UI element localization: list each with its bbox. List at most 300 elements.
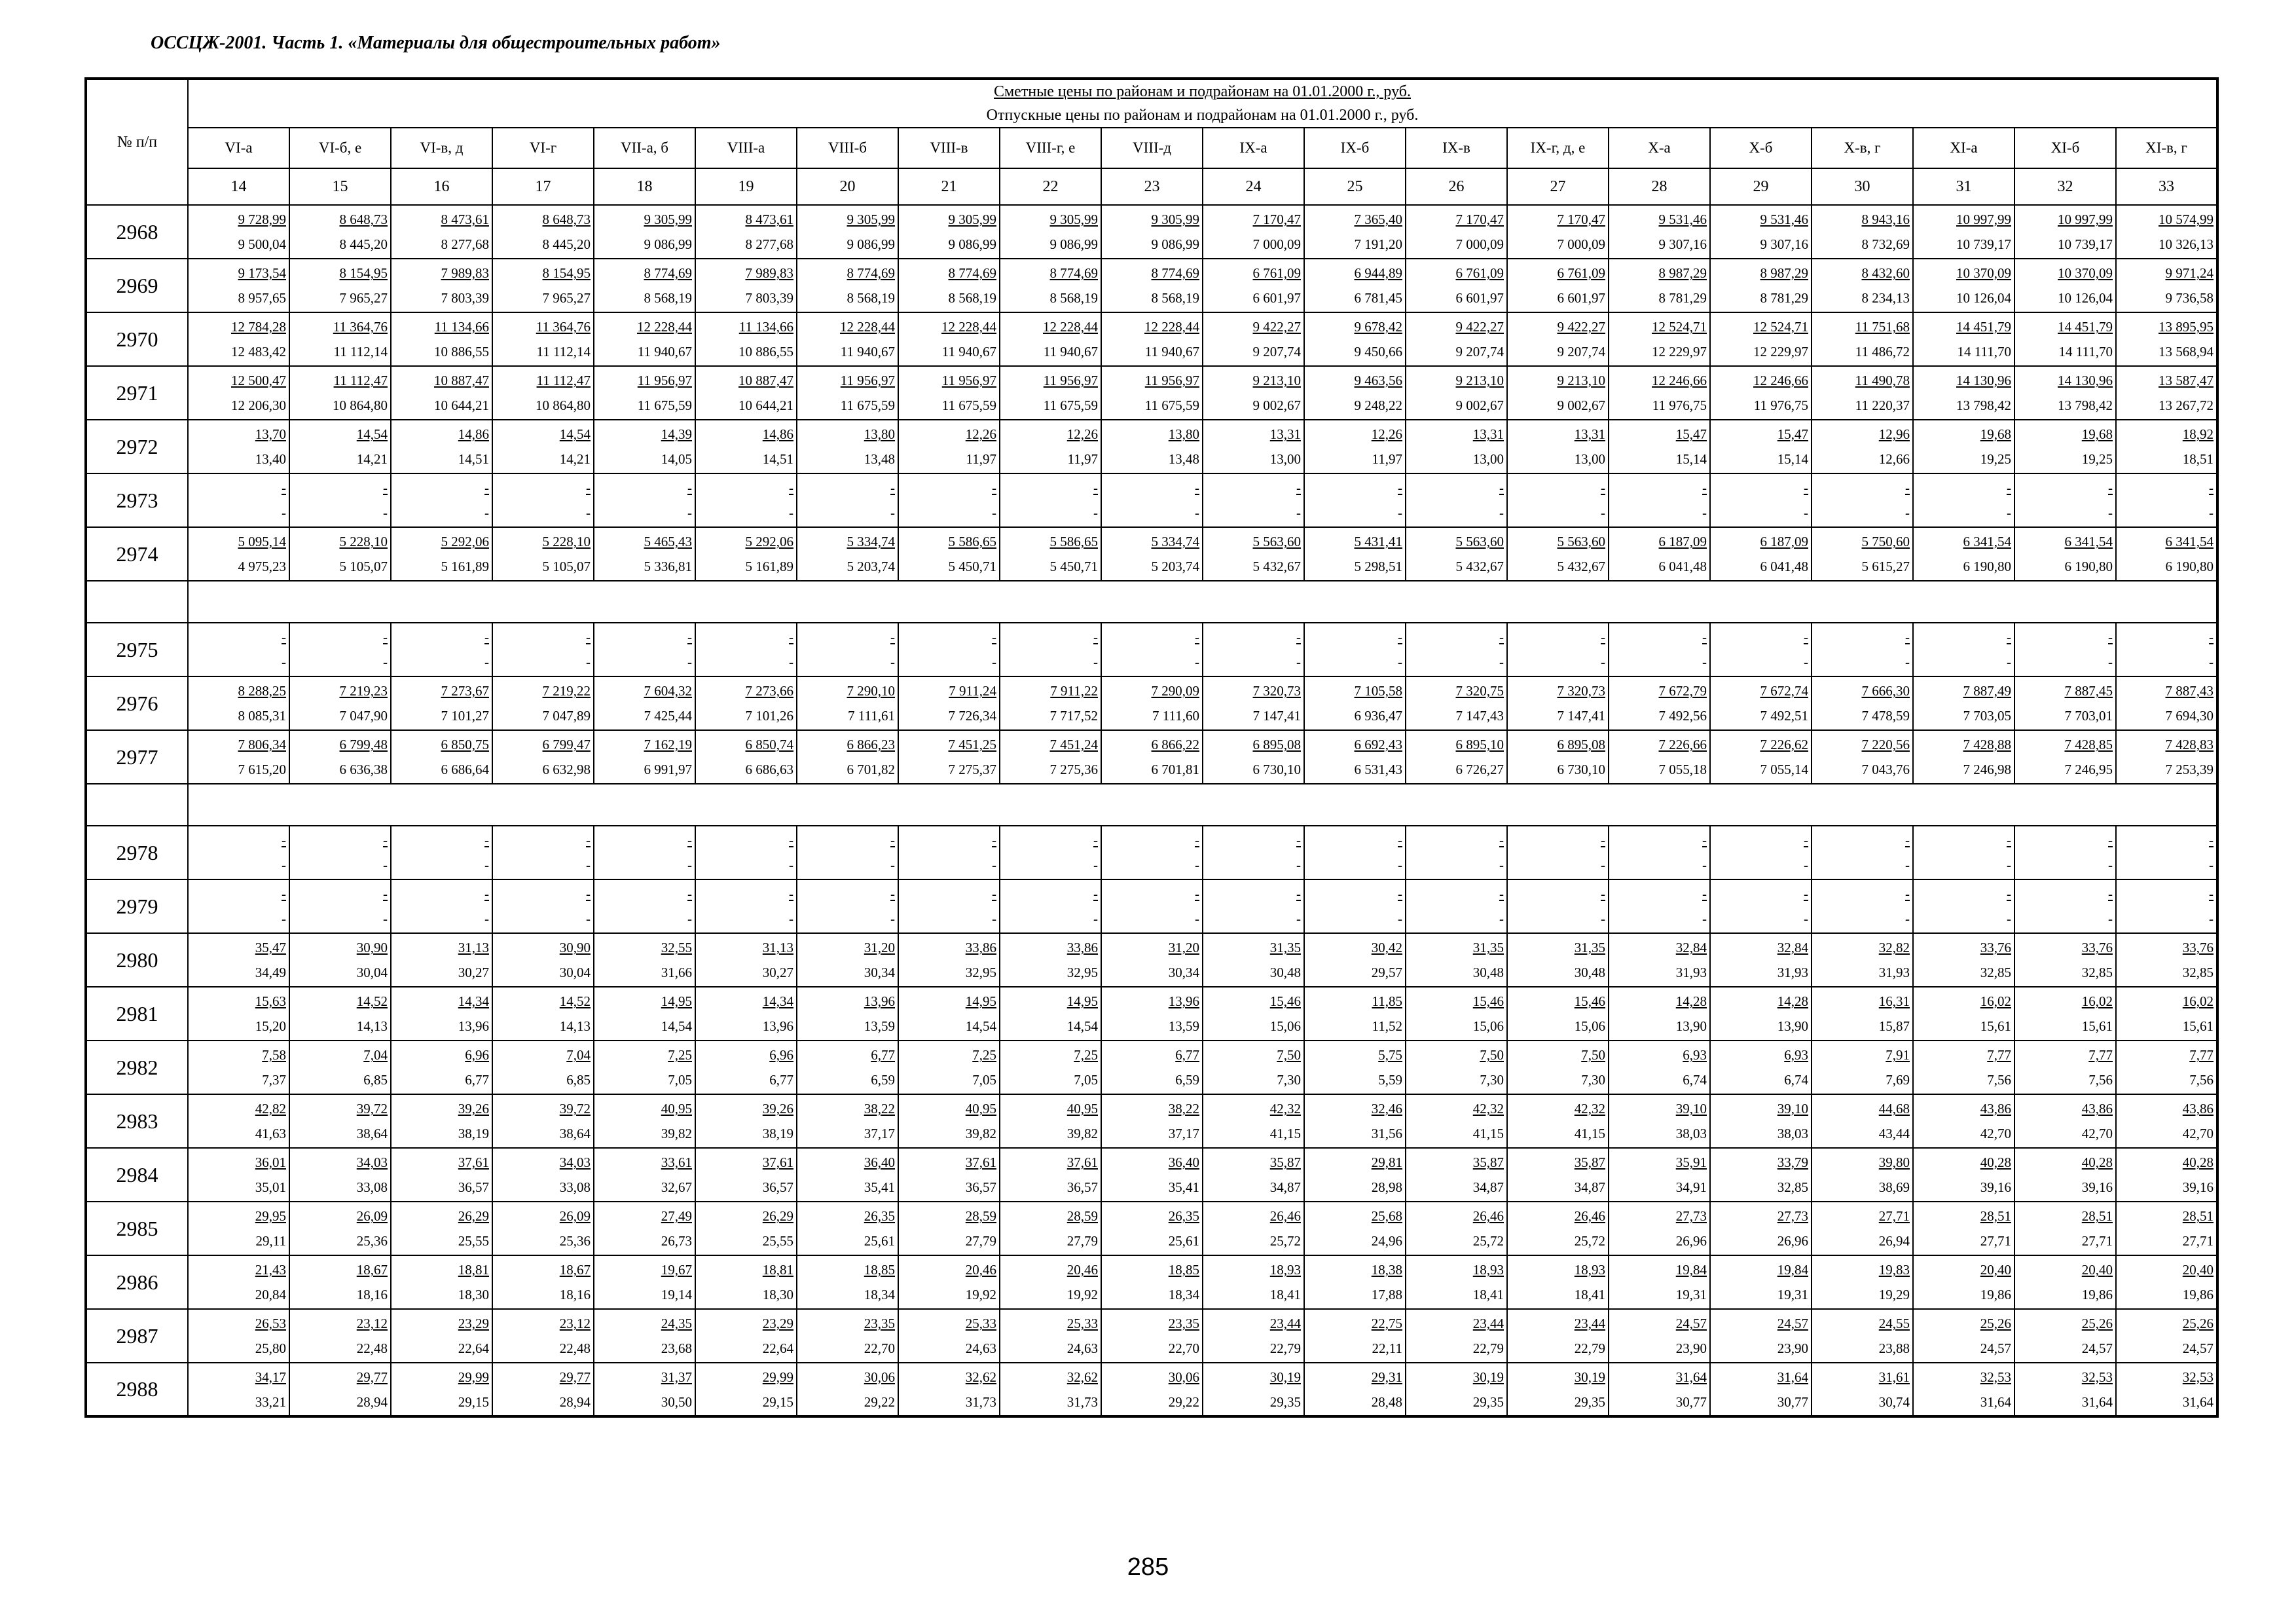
release-price: 33,08 [559,1179,591,1195]
estimated-price: 44,68 [1878,1101,1910,1116]
estimated-price: - [992,886,996,902]
release-price: 8 957,65 [238,290,286,306]
price-cell [188,259,289,312]
release-price: 10 326,13 [2159,236,2214,252]
release-price: 10 739,17 [1956,236,2011,252]
release-price: 11 940,67 [840,344,895,360]
price-cell [289,1148,391,1202]
release-price: 9 500,04 [238,236,286,252]
price-cell [1000,879,1101,933]
price-cell [1507,933,1609,987]
price-cell [1203,826,1304,879]
release-price: 33,08 [356,1179,388,1195]
release-price: - [484,505,489,521]
price-cell [289,259,391,312]
estimated-price: - [1905,480,1910,496]
release-price: 24,57 [1980,1340,2011,1356]
estimated-price: 28,59 [1066,1208,1098,1224]
release-price: 32,95 [965,965,996,980]
release-price: 18,34 [1168,1287,1199,1302]
price-cell [594,1148,695,1202]
price-cell [1507,205,1609,259]
price-cell [1812,1148,1913,1202]
release-price: - [1601,911,1605,927]
price-cell [289,1041,391,1094]
price-cell [2116,1255,2217,1309]
release-price: 10 126,04 [1956,290,2011,306]
estimated-price: 18,93 [1472,1262,1504,1278]
release-price: 22,11 [1372,1340,1402,1356]
price-cell [1507,1255,1609,1309]
release-price: 25,72 [1574,1233,1605,1249]
release-price: - [2108,911,2113,927]
estimated-price: 20,40 [1980,1262,2011,1278]
price-cell [2014,623,2116,676]
estimated-price: 43,86 [2182,1101,2214,1116]
estimated-price: 7 806,34 [238,737,286,752]
estimated-price: 6 866,23 [847,737,895,752]
release-price: 29,11 [255,1233,286,1249]
release-price: 17,88 [1371,1287,1402,1302]
estimated-price: - [1296,629,1301,645]
table-row [86,1309,2217,1363]
release-price: 7 101,27 [441,708,489,724]
release-price: 7 275,36 [1049,762,1098,777]
estimated-price: - [1804,832,1808,848]
price-cell [391,1094,492,1148]
estimated-price: 31,13 [762,940,793,955]
release-price: 31,64 [2081,1393,2113,1410]
release-price: 13,59 [864,1018,895,1034]
price-cell [594,676,695,730]
estimated-price: 7 290,10 [847,683,895,699]
estimated-price: - [687,832,692,848]
price-cell [594,1041,695,1094]
price-cell [391,420,492,473]
release-price: 13,90 [1777,1018,1808,1034]
release-price: 7 492,51 [1760,708,1808,724]
release-price: - [484,911,489,927]
release-price: 28,98 [1371,1179,1402,1195]
release-price: 14,13 [559,1018,591,1034]
estimated-price: 33,76 [2081,940,2113,955]
price-cell [391,1041,492,1094]
release-price: 5 105,07 [339,559,388,574]
column-number: 16 [391,168,492,205]
release-price: 7,30 [1277,1072,1301,1088]
estimated-price: 27,49 [661,1208,692,1224]
release-price: 6,74 [1784,1072,1808,1088]
release-price: 31,93 [1675,965,1707,980]
release-price: - [1499,505,1504,521]
release-price: 11,97 [1372,451,1402,467]
release-price: 25,61 [864,1233,895,1249]
estimated-price: 5 431,41 [1354,534,1402,549]
release-price: 28,94 [356,1393,388,1410]
estimated-price: - [2108,480,2113,496]
release-price: 18,41 [1269,1287,1301,1302]
estimated-price: 7,58 [262,1047,286,1063]
release-price: 27,79 [965,1233,996,1249]
estimated-price: 7 170,47 [1455,212,1504,227]
estimated-price: 6 850,75 [441,737,489,752]
price-cell [188,730,289,784]
estimated-price: 7 220,56 [1861,737,1910,752]
release-price: 23,90 [1675,1340,1707,1356]
release-price: 9 086,99 [1049,236,1098,252]
release-price: 5 432,67 [1252,559,1301,574]
price-cell [797,676,898,730]
price-cell [1304,312,1406,366]
release-price: 9 307,16 [1760,236,1808,252]
release-price: 12 206,30 [231,397,286,413]
price-cell [289,420,391,473]
release-price: - [586,654,591,670]
price-cell [898,1041,1000,1094]
release-price: 6 781,45 [1354,290,1402,306]
release-price: 11 940,67 [637,344,692,360]
estimated-price: - [789,832,793,848]
release-price: 38,03 [1777,1126,1808,1141]
estimated-price: 7 162,19 [644,737,692,752]
price-cell [492,527,594,581]
release-price: 11 675,59 [1144,397,1199,413]
release-price: 15,87 [1878,1018,1910,1034]
price-cell [594,473,695,527]
release-price: 7,37 [262,1072,286,1088]
release-price: 32,95 [1066,965,1098,980]
price-cell [1406,1041,1507,1094]
estimated-price: 7 672,79 [1658,683,1707,699]
release-price: 19,25 [1980,451,2011,467]
release-price: - [1804,654,1808,670]
release-price: 19,86 [1980,1287,2011,1302]
release-price: 36,57 [1066,1179,1098,1195]
price-cell [2014,1094,2116,1148]
estimated-price: 6 895,08 [1557,737,1605,752]
price-cell [594,527,695,581]
price-cell [1203,730,1304,784]
release-price: 5 105,07 [542,559,591,574]
price-cell [1304,1094,1406,1148]
price-cell [1609,205,1710,259]
estimated-price: 7 428,88 [1963,737,2011,752]
table-row [86,933,2217,987]
estimated-price: - [1499,629,1504,645]
release-price: 7 246,98 [1963,762,2011,777]
estimated-price: 25,26 [1980,1316,2011,1331]
estimated-price: 13 895,95 [2159,319,2214,335]
region-header: VI-в, д [391,128,492,168]
estimated-price: - [1398,832,1402,848]
price-cell [1304,420,1406,473]
estimated-price: 24,57 [1675,1316,1707,1331]
release-price: 8 568,19 [1151,290,1199,306]
table-row [86,366,2217,420]
estimated-price: 31,35 [1472,940,1504,955]
price-cell [1101,1148,1203,1202]
price-cell [898,1309,1000,1363]
release-price: 8 781,29 [1658,290,1707,306]
estimated-price: 14,86 [762,426,793,442]
release-price: 42,70 [2182,1126,2214,1141]
column-number: 15 [289,168,391,205]
estimated-price: 5 228,10 [542,534,591,549]
release-price: 5 203,74 [1151,559,1199,574]
estimated-price: 38,22 [1168,1101,1199,1116]
price-cell [898,933,1000,987]
estimated-price: 7,77 [1987,1047,2011,1063]
price-cell [1304,676,1406,730]
price-cell [797,879,898,933]
estimated-price: 42,32 [1472,1101,1504,1116]
estimated-price: 6 850,74 [745,737,793,752]
release-price: - [586,911,591,927]
price-cell [2014,730,2116,784]
column-number: 30 [1812,168,1913,205]
estimated-price: 23,29 [762,1316,793,1331]
release-price: - [1499,654,1504,670]
release-price: 30,34 [1168,965,1199,980]
estimated-price: 36,40 [864,1154,895,1170]
release-price: 5 161,89 [745,559,793,574]
price-cell [188,676,289,730]
estimated-price: 9 422,27 [1252,319,1301,335]
price-cell [492,933,594,987]
estimated-price: 6 944,89 [1354,265,1402,281]
estimated-price: - [2007,629,2011,645]
estimated-price: - [1905,629,1910,645]
table-row [86,676,2217,730]
price-cell [898,676,1000,730]
estimated-price: 36,40 [1168,1154,1199,1170]
estimated-price: 11 112,47 [536,373,591,388]
estimated-price: 30,06 [864,1369,895,1385]
estimated-price: - [1398,480,1402,496]
price-cell [594,1094,695,1148]
price-cell [797,730,898,784]
release-price: - [383,911,388,927]
estimated-price: 12,26 [965,426,996,442]
estimated-price: 8 154,95 [542,265,591,281]
price-cell [289,1202,391,1255]
price-cell [289,1309,391,1363]
release-price: 29,35 [1472,1393,1504,1410]
estimated-price: 6 761,09 [1557,265,1605,281]
release-price: 42,70 [2081,1126,2113,1141]
release-price: 15,14 [1675,451,1707,467]
estimated-price: - [1804,480,1808,496]
price-cell [289,1094,391,1148]
price-cell [898,312,1000,366]
price-cell [1609,366,1710,420]
price-cell [1507,473,1609,527]
price-cell [1507,623,1609,676]
release-price: - [383,505,388,521]
release-price: 14,54 [661,1018,692,1034]
release-price: 15,06 [1472,1018,1504,1034]
release-price: 13,40 [255,451,286,467]
price-cell [898,1202,1000,1255]
release-price: 13 798,42 [1956,397,2011,413]
release-price: 9 002,67 [1252,397,1301,413]
estimated-price: 9 678,42 [1354,319,1402,335]
price-cell [594,933,695,987]
release-price: 29,35 [1269,1393,1301,1410]
price-cell [1812,1363,1913,1416]
region-header: X-б [1710,128,1812,168]
release-price: 19,14 [661,1287,692,1302]
estimated-price: 26,53 [255,1316,286,1331]
estimated-price: 5 292,06 [745,534,793,549]
estimated-price: 11 956,97 [941,373,996,388]
release-price: - [1398,857,1402,873]
price-cell [1913,420,2014,473]
price-cell [797,259,898,312]
estimated-price: 9 305,99 [1151,212,1199,227]
price-cell [1304,933,1406,987]
estimated-price: 29,31 [1371,1369,1402,1385]
estimated-price: 5 334,74 [1151,534,1199,549]
estimated-price: 9 971,24 [2165,265,2214,281]
estimated-price: 6,93 [1683,1047,1707,1063]
estimated-price: - [1601,629,1605,645]
estimated-price: - [1093,886,1098,902]
estimated-price: 15,46 [1472,993,1504,1009]
estimated-price: 33,79 [1777,1154,1808,1170]
estimated-price: 30,42 [1371,940,1402,955]
release-price: - [586,857,591,873]
region-header: IX-в [1406,128,1507,168]
release-price: 7 803,39 [441,290,489,306]
price-cell [2116,312,2217,366]
price-cell [594,826,695,879]
release-price: 5 450,71 [948,559,996,574]
release-price: 34,87 [1269,1179,1301,1195]
price-cell [1304,1041,1406,1094]
release-price: 30,48 [1269,965,1301,980]
price-cell [1203,473,1304,527]
price-cell [492,730,594,784]
estimated-price: 19,84 [1675,1262,1707,1278]
page-number: 285 [1127,1553,1169,1581]
estimated-price: - [2209,480,2214,496]
release-price: 14,21 [559,451,591,467]
price-cell [1609,879,1710,933]
release-price: - [1195,911,1199,927]
release-price: 38,19 [762,1126,793,1141]
release-price: 6 531,43 [1354,762,1402,777]
price-cell [1710,1148,1812,1202]
release-price: 11 940,67 [941,344,996,360]
release-price: 35,01 [255,1179,286,1195]
release-price: 18,30 [458,1287,489,1302]
estimated-price: - [1905,832,1910,848]
release-price: 19,92 [965,1287,996,1302]
estimated-price: 33,76 [2182,940,2214,955]
release-price: 7 703,01 [2064,708,2113,724]
release-price: - [282,911,286,927]
column-number: 19 [695,168,797,205]
release-price: 30,27 [762,965,793,980]
price-cell [1000,312,1101,366]
estimated-price: - [1499,832,1504,848]
price-cell [898,826,1000,879]
price-cell [2014,1148,2116,1202]
estimated-price: - [1804,886,1808,902]
release-price: 7 055,14 [1760,762,1808,777]
price-cell [1710,1309,1812,1363]
row-number: 2974 [86,527,188,581]
release-price: 9 086,99 [948,236,996,252]
price-cell [1812,826,1913,879]
price-cell [1000,826,1101,879]
estimated-price: 6,96 [465,1047,489,1063]
estimated-price: 38,22 [864,1101,895,1116]
price-cell [1609,1041,1710,1094]
release-price: 6 991,97 [644,762,692,777]
price-cell [1710,473,1812,527]
estimated-price: 31,64 [1675,1369,1707,1385]
estimated-price: 15,47 [1675,426,1707,442]
release-price: 9 002,67 [1557,397,1605,413]
price-cell [1000,1202,1101,1255]
release-price: - [383,654,388,670]
release-price: 29,22 [1168,1393,1199,1410]
price-cell [1101,730,1203,784]
release-price: 26,96 [1675,1233,1707,1249]
estimated-price: - [282,886,286,902]
price-cell [1609,623,1710,676]
estimated-price: 7 451,24 [1049,737,1098,752]
price-cell [492,1202,594,1255]
price-cell [1304,623,1406,676]
release-price: 19,86 [2182,1287,2214,1302]
estimated-price: 8 648,73 [542,212,591,227]
release-price: 7 478,59 [1861,708,1910,724]
release-price: 39,16 [2182,1179,2214,1195]
release-price: 7 726,34 [948,708,996,724]
release-price: 36,57 [762,1179,793,1195]
row-number: 2972 [86,420,188,473]
price-cell [188,527,289,581]
release-price: 7 615,20 [238,762,286,777]
estimated-price: 28,51 [2182,1208,2214,1224]
price-cell [594,730,695,784]
estimated-price: 14 130,96 [1956,373,2011,388]
release-price: 27,71 [2081,1233,2113,1249]
release-price: 7,30 [1480,1072,1504,1088]
release-price: - [890,857,895,873]
estimated-price: 6 187,09 [1658,534,1707,549]
release-price: 24,63 [1066,1340,1098,1356]
row-number: 2977 [86,730,188,784]
price-cell [2116,1309,2217,1363]
release-price: - [1195,505,1199,521]
release-price: 5 615,27 [1861,559,1910,574]
table-row [86,623,2217,676]
estimated-price: 26,35 [864,1208,895,1224]
price-cell [695,879,797,933]
price-cell [1101,1309,1203,1363]
estimated-price: 37,61 [762,1154,793,1170]
estimated-price: 23,44 [1269,1316,1301,1331]
estimated-price: 7 170,47 [1252,212,1301,227]
price-cell [1304,826,1406,879]
price-cell [1507,366,1609,420]
region-header: IX-б [1304,128,1406,168]
estimated-price: - [992,832,996,848]
